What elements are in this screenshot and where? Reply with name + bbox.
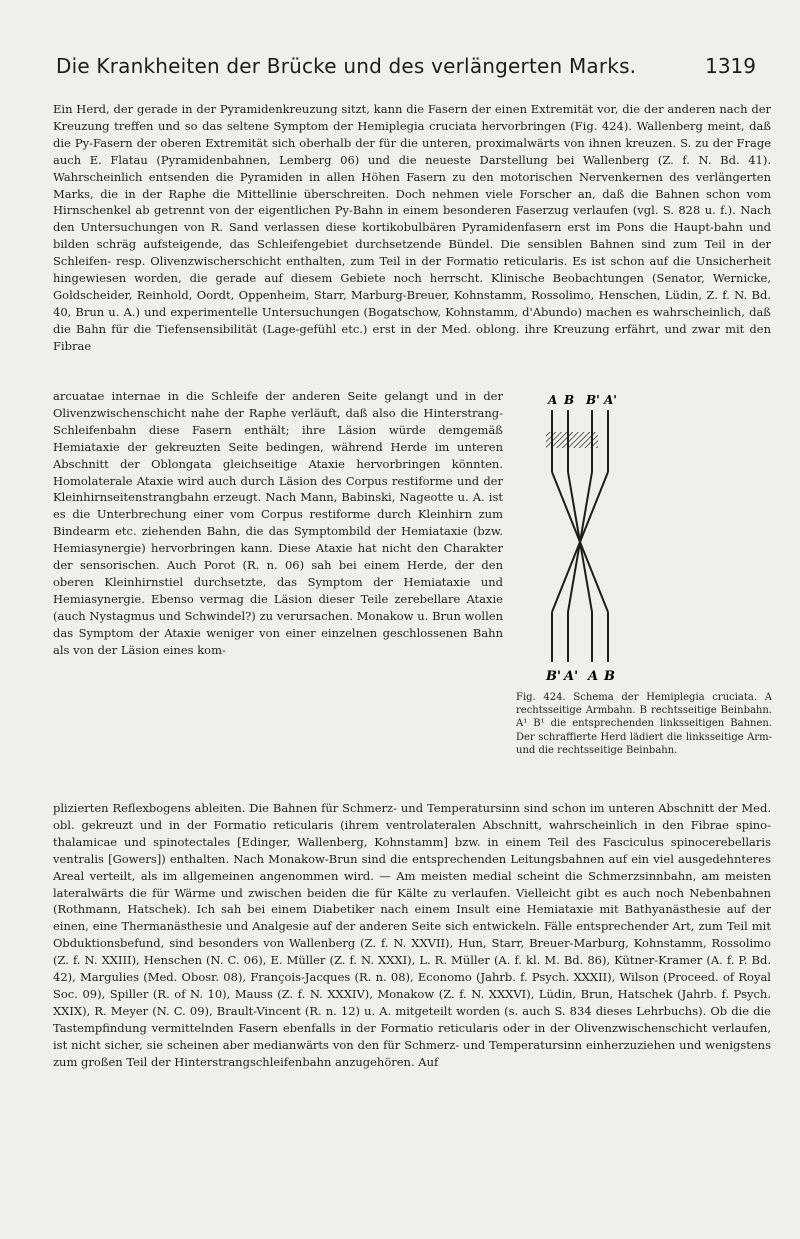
caption-text: Schema der Hemiplegia cruciata. A rechtsseitige Armbahn. B rechtsseitige Beinbahn. A¹ B¹ die entsprechenden linksseitigen Bahnen. Der schraffierte Herd lädiert die linksseitige Arm- und die rechtsseitige Beinbahn.	[516, 692, 772, 756]
hemiplegia-cruciata-diagram	[516, 392, 772, 687]
running-header	[56, 54, 756, 84]
paragraph-bottom: plizierten Reflexbogens ableiten. Die Bahnen für Schmerz- und Temperatursinn sind schon im unteren Abschnitt der Med. obl. gekreuzt und in der Formatio reticularis (ihrem ventrolateralen Abschnitt, wahrscheinlich in den Fibrae spino-thalamicae und spinotectales [Edinger, Wallenberg, Kohnstamm] bzw. in einem Teil des Fasciculus spinocerebellaris ventralis [Gowers]) enthalten. Nach Monakow-Brun sind die entsprechenden Leitungsbahnen auf ein viel ausgedehnteres Areal verteilt, als im allgemeinen angenommen wird. — Am meisten medial scheint die Schmerzsinnbahn, am meisten lateralwärts die für Wärme und zwischen beiden die für Kälte zu verlaufen. Vielleicht gibt es auch noch Nebenbahnen (Rothmann, Hatschek). Ich sah bei einem Diabetiker nach einem Insult eine Hemiataxie mit Bathyanästhesie auf der einen, eine Thermanästhesie und Analgesie auf der anderen Seite sich entwickeln. Fälle entsprechender Art, zum Teil mit Obduktionsbefund, sind besonders von Wallenberg (Z. f. N. XXVII), Hun, Starr, Breuer-Marburg, Kohnstamm, Rossolimo (Z. f. N. XXIII), Henschen (N. C. 06), E. Müller (Z. f. N. XXXI), L. R. Müller (A. f. kl. M. Bd. 86), Kütner-Kramer (A. f. P. Bd. 42), Margulies (Med. Obosr. 08), François-Jacques (R. n. 08), Economo (Jahrb. f. Psych. XXXII), Wilson (Proceed. of Royal Soc. 09), Spiller (R. of N. 10), Mauss (Z. f. N. XXXIV), Monakow (Z. f. N. XXXVI), Lüdin, Brun, Hatschek (Jahrb. f. Psych. XXIX), R. Meyer (N. C. 09), Brault-Vincent (R. n. 12) u. A. mitgeteilt worden (s. auch S. 834 dieses Lehrbuchs). Ob die die Tastempfindung vermittelnden Fasern ebenfalls in der Formatio reticularis oder in der Olivenzwischenschicht verlaufen, ist nicht sicher, sie scheinen aber medianwärts von den für Schmerz- und Temperatursinn einherzuziehen und wenigstens zum großen Teil der Hinterstrangschleifenbahn anzugehören. Auf	[53, 801, 771, 1069]
hatched-lesion	[546, 432, 598, 448]
label-bottom-a-prime: A'	[564, 669, 579, 684]
body-text-top	[53, 101, 771, 355]
label-top-b: B	[564, 393, 575, 407]
paragraph-left: arcuatae internae in die Schleife der anderen Seite gelangt und in der Olivenzwischenschicht nahe der Raphe verläuft, daß also die Hinterstrang-Schleifenbahn diese Fasern enthält; ihre Läsion würde demgemäß Hemiataxie der gekreuzten Seite bedingen, während Herde im unteren Abschnitt der Oblongata gleichseitige Ataxie hervorbringen könnten. Homolaterale Ataxie wird auch durch Läsion des Corpus restiforme und der Kleinhirnseitenstrangbahn erzeugt. Nach Mann, Babinski, Nageotte u. A. ist es die Unterbrechung einer vom Corpus restiforme durch Kleinhirn zum Bindearm etc. ziehenden Bahn, die das Symptombild der Hemiataxie (bzw. Hemiasynergie) hervorbringen kann. Diese Ataxie hat nicht den Charakter der sensorischen. Auch Porot (R. n. 06) sah bei einem Herde, der den oberen Kleinhirnstiel durchsetzte, das Symptom der Hemiataxie und Hemiasynergie. Ebenso vermag die Läsion dieser Teile zerebellare Ataxie (auch Nystagmus und Schwindel?) zu verursachen. Monakow u. Brun wollen das Symptom der Ataxie weniger von einer einzelnen geschlossenen Bahn als von der Läsion eines kom-	[53, 389, 503, 657]
body-text-left-of-figure	[53, 388, 503, 659]
label-top-b-prime: B'	[586, 393, 600, 407]
caption-number: Fig. 424.	[516, 692, 566, 703]
label-top-a: A	[548, 393, 558, 407]
page-number: 1319	[705, 54, 756, 78]
figure-caption	[516, 691, 772, 757]
running-title: Die Krankheiten der Brücke und des verlängerten Marks.	[56, 54, 637, 78]
label-bottom-a: A	[588, 669, 599, 684]
label-bottom-b-prime: B'	[546, 669, 561, 684]
paragraph-top: Ein Herd, der gerade in der Pyramidenkreuzung sitzt, kann die Fasern der einen Extremität vor, die der anderen nach der Kreuzung treffen und so das seltene Symptom der Hemiplegia cruciata hervorbringen (Fig. 424). Wallenberg meint, daß die Py-Fasern der oberen Extremität sich oberhalb der für die unteren, proximalwärts von ihnen kreuzen. S. zu der Frage auch E. Flatau (Pyramidenbahnen, Lemberg 06) und die neueste Darstellung bei Wallenberg (Z. f. N. Bd. 41). Wahrscheinlich entsenden die Pyramiden in allen Höhen Fasern zu den motorischen Nervenkernen des verlängerten Marks, die in der Raphe die Mittellinie überschreiten. Doch nehmen viele Forscher an, daß die Bahnen schon vom Hirnschenkel ab getrennt von der eigentlichen Py-Bahn in einem besonderen Faserzug verlaufen (vgl. S. 828 u. f.). Nach den Untersuchungen von R. Sand verlassen diese kortikobulbären Pyramidenfasern erst im Pons die Haupt-bahn und bilden schräg aufsteigende, das Schleifengebiet durchsetzende Bündel. Die sensiblen Bahnen sind zum Teil in der Schleifen- resp. Olivenzwischerschicht enthalten, zum Teil in der Formatio reticularis. Es ist schon auf die Unsicherheit hingewiesen worden, die gerade auf diesem Gebiete noch herrscht. Klinische Beobachtungen (Senator, Wernicke, Goldscheider, Reinhold, Oordt, Oppenheim, Starr, Marburg-Breuer, Kohnstamm, Rossolimo, Henschen, Lüdin, Z. f. N. Bd. 40, Brun u. A.) und experimentelle Untersuchungen (Bogatschow, Kohnstamm, d'Abundo) machen es wahrscheinlich, daß die Bahn für die Tiefensensibilität (Lage-gefühl etc.) erst in der Med. oblong. ihre Kreuzung erfährt, und zwar mit den Fibrae	[53, 102, 771, 353]
body-text-bottom	[53, 800, 771, 1071]
label-bottom-b: B	[604, 669, 615, 684]
label-top-a-prime: A'	[604, 393, 617, 407]
